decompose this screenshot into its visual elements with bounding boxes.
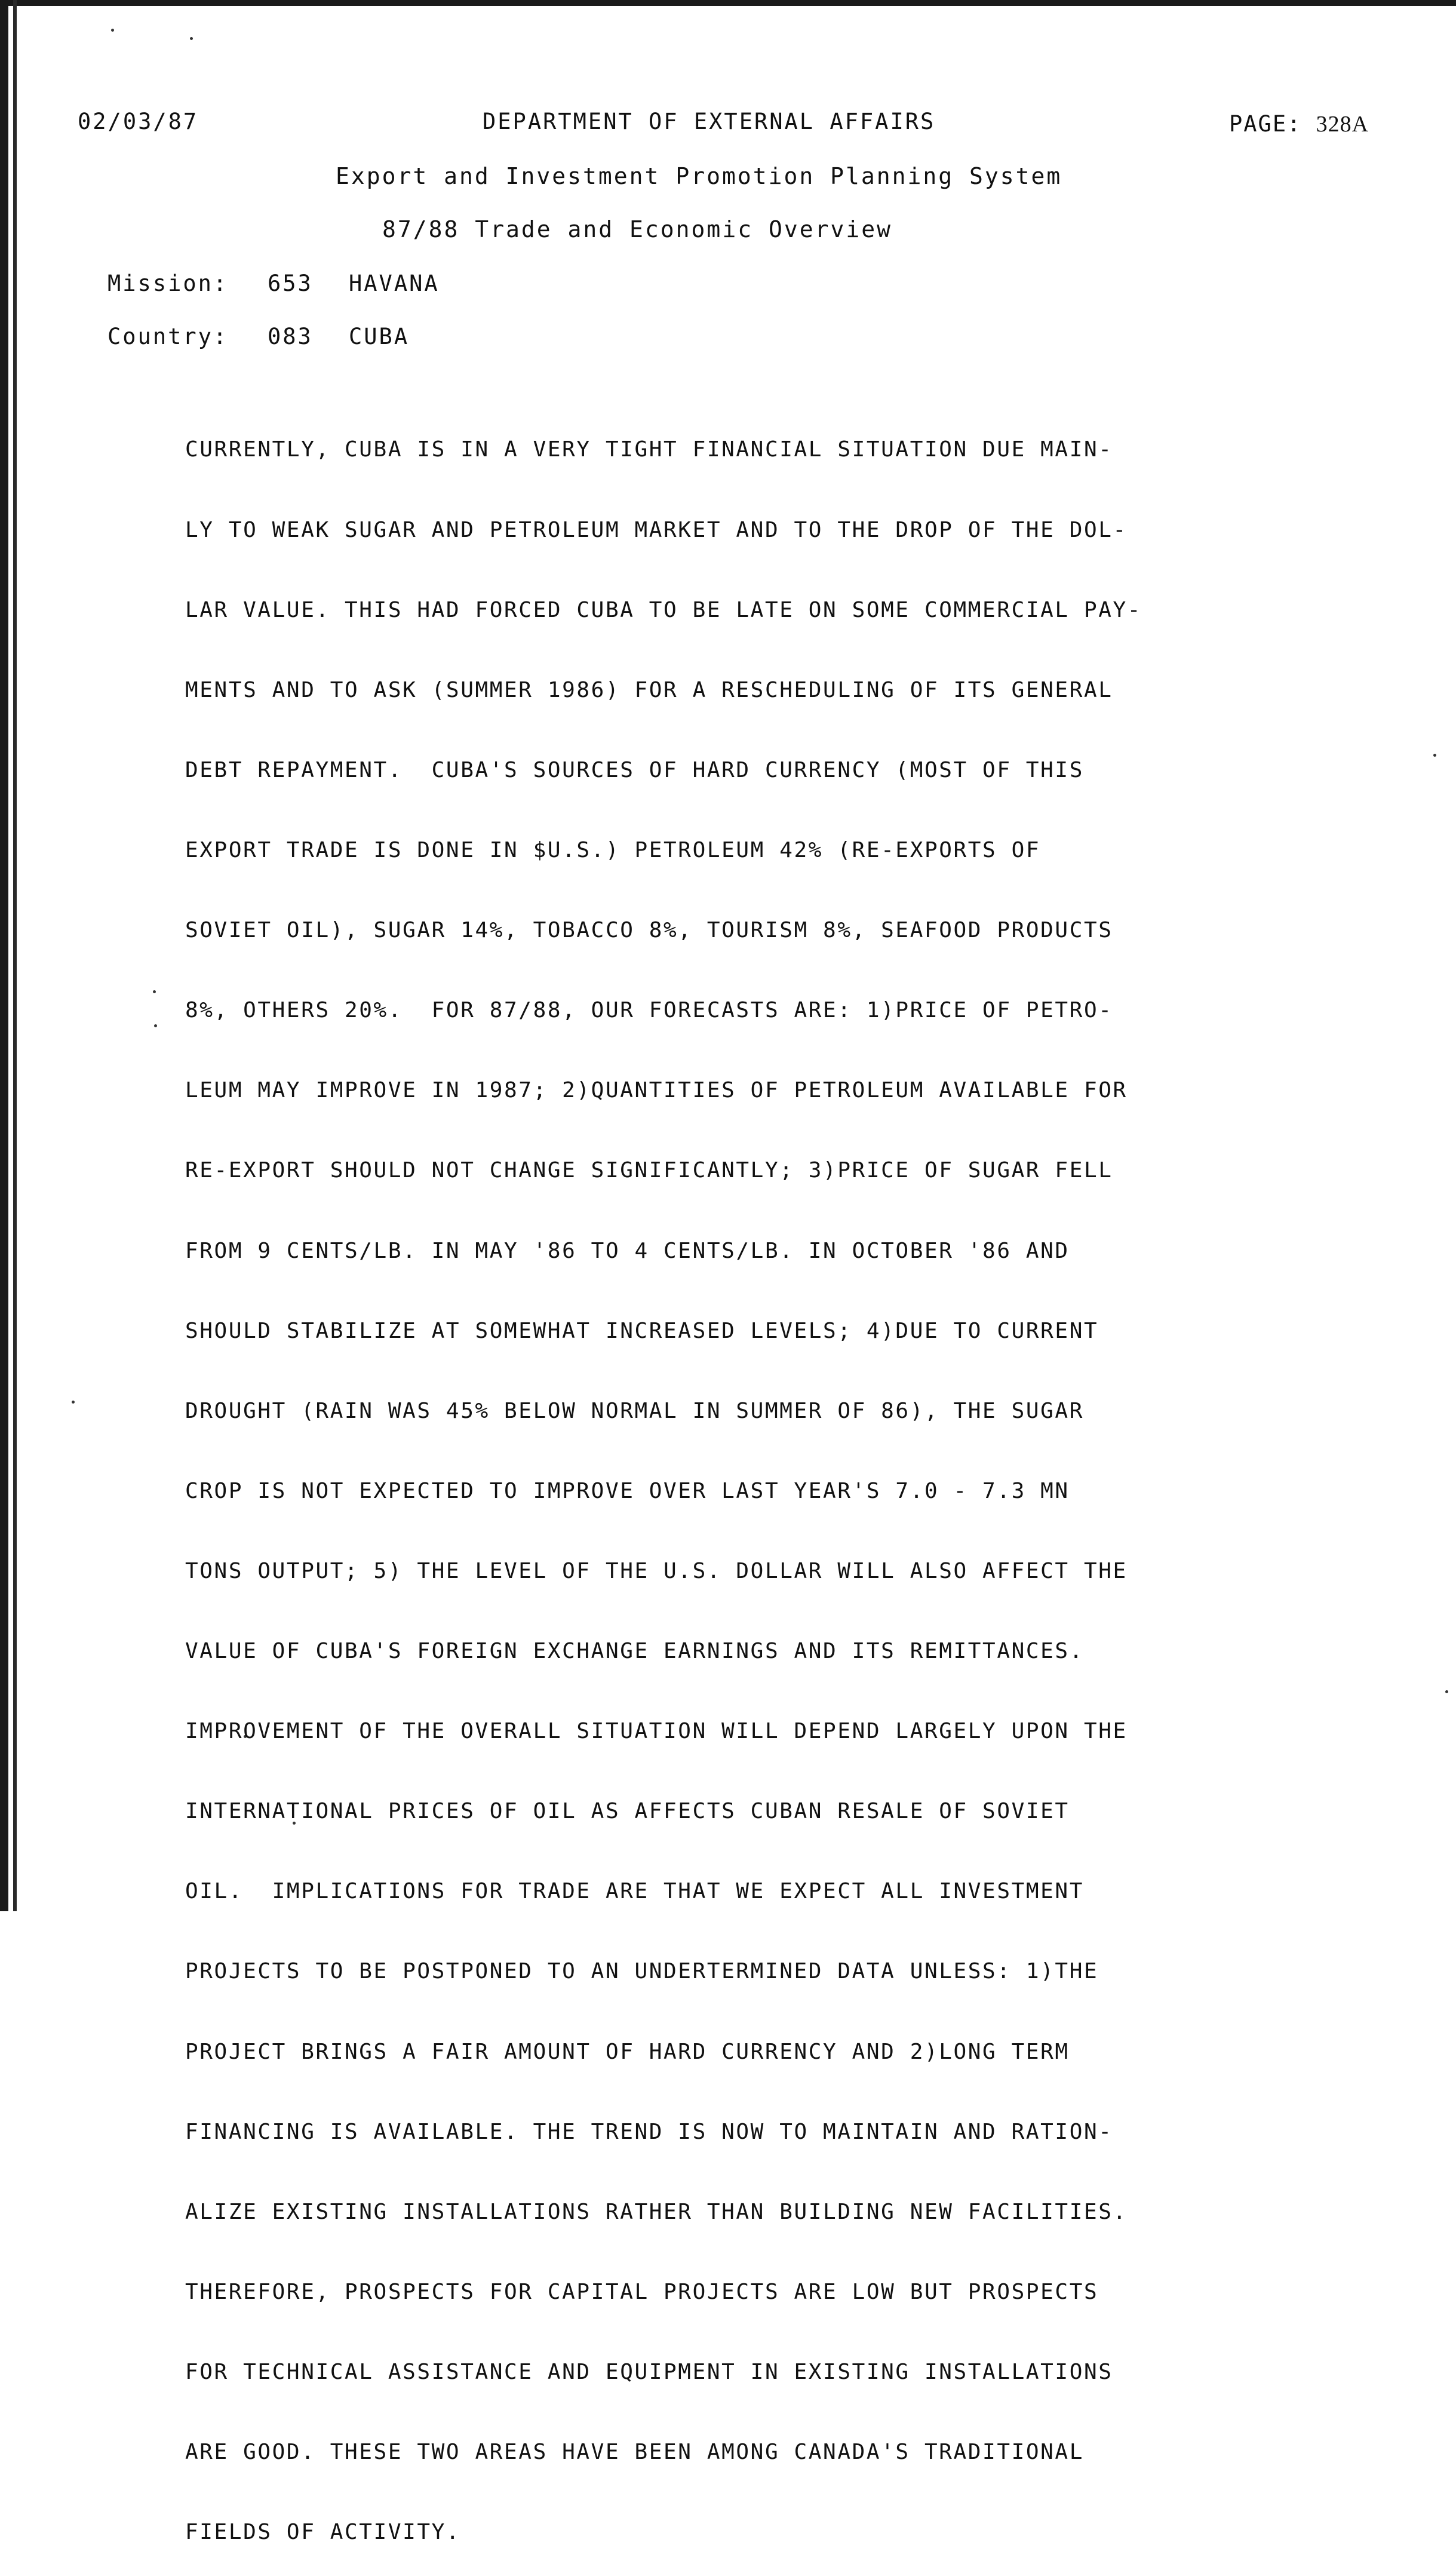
scan-speck <box>190 37 193 40</box>
mission-label: Mission: <box>107 271 229 296</box>
body-line: DROUGHT (RAIN WAS 45% BELOW NORMAL IN SUMMER OF 86), THE SUGAR <box>185 1398 1084 1423</box>
body-line: CROP IS NOT EXPECTED TO IMPROVE OVER LAST YEAR'S 7.0 - 7.3 MN <box>185 1478 1070 1503</box>
body-line: MENTS AND TO ASK (SUMMER 1986) FOR A RESCHEDULING OF ITS GENERAL <box>185 677 1113 702</box>
body-line: RE-EXPORT SHOULD NOT CHANGE SIGNIFICANTLY; 3)PRICE OF SUGAR FELL <box>185 1158 1113 1183</box>
body-line: LY TO WEAK SUGAR AND PETROLEUM MARKET AND TO THE DROP OF THE DOL- <box>185 517 1128 542</box>
scan-speck <box>1445 1690 1448 1693</box>
body-line: DEBT REPAYMENT. CUBA'S SOURCES OF HARD CURRENCY (MOST OF THIS <box>185 757 1084 782</box>
system-title: Export and Investment Promotion Planning System <box>336 163 1062 189</box>
body-line: TONS OUTPUT; 5) THE LEVEL OF THE U.S. DOLLAR WILL ALSO AFFECT THE <box>185 1558 1128 1583</box>
country-code: 083 <box>268 324 313 349</box>
scan-speck <box>72 1401 75 1404</box>
page-indicator <box>1229 111 1369 137</box>
mission-row <box>107 271 440 296</box>
body-line: SOVIET OIL), SUGAR 14%, TOBACCO 8%, TOURISM 8%, SEAFOOD PRODUCTS <box>185 918 1113 943</box>
scan-left-edge-line <box>13 0 17 1911</box>
overview-body <box>185 383 1260 2573</box>
country-name: CUBA <box>349 324 410 349</box>
body-line: FINANCING IS AVAILABLE. THE TREND IS NOW TO MAINTAIN AND RATION- <box>185 2119 1113 2144</box>
scan-speck <box>1433 754 1436 757</box>
mission-code: 653 <box>268 271 313 296</box>
body-line: 8%, OTHERS 20%. FOR 87/88, OUR FORECASTS ARE: 1)PRICE OF PETRO- <box>185 998 1113 1023</box>
body-line: INTERNATIONAL PRICES OF OIL AS AFFECTS CUBAN RESALE OF SOVIET <box>185 1799 1070 1824</box>
body-line: SHOULD STABILIZE AT SOMEWHAT INCREASED LEVELS; 4)DUE TO CURRENT <box>185 1318 1099 1343</box>
body-line: IMPROVEMENT OF THE OVERALL SITUATION WILL DEPEND LARGELY UPON THE <box>185 1719 1128 1744</box>
body-line: PROJECT BRINGS A FAIR AMOUNT OF HARD CURRENCY AND 2)LONG TERM <box>185 2039 1070 2064</box>
body-line: PROJECTS TO BE POSTPONED TO AN UNDERTERMINED DATA UNLESS: 1)THE <box>185 1959 1099 1984</box>
country-label: Country: <box>107 324 229 349</box>
body-line: EXPORT TRADE IS DONE IN $U.S.) PETROLEUM 42% (RE-EXPORTS OF <box>185 837 1041 862</box>
overview-title: 87/88 Trade and Economic Overview <box>382 216 892 242</box>
body-line: VALUE OF CUBA'S FOREIGN EXCHANGE EARNINGS AND ITS REMITTANCES. <box>185 1639 1084 1664</box>
mission-name: HAVANA <box>349 271 440 296</box>
body-line: FIELDS OF ACTIVITY. <box>185 2520 461 2545</box>
department-title: DEPARTMENT OF EXTERNAL AFFAIRS <box>483 109 936 134</box>
scan-top-edge <box>0 0 1456 6</box>
body-line: OIL. IMPLICATIONS FOR TRADE ARE THAT WE EXPECT ALL INVESTMENT <box>185 1879 1084 1904</box>
body-line: FROM 9 CENTS/LB. IN MAY '86 TO 4 CENTS/LB. IN OCTOBER '86 AND <box>185 1238 1070 1263</box>
country-row <box>107 324 409 349</box>
scan-speck <box>153 990 156 993</box>
body-line: ALIZE EXISTING INSTALLATIONS RATHER THAN BUILDING NEW FACILITIES. <box>185 2199 1128 2224</box>
body-line: THEREFORE, PROSPECTS FOR CAPITAL PROJECTS ARE LOW BUT PROSPECTS <box>185 2279 1099 2304</box>
body-line: CURRENTLY, CUBA IS IN A VERY TIGHT FINANCIAL SITUATION DUE MAIN- <box>185 437 1113 462</box>
body-line: LAR VALUE. THIS HAD FORCED CUBA TO BE LATE ON SOME COMMERCIAL PAY- <box>185 597 1142 622</box>
page-label: PAGE: <box>1229 111 1302 137</box>
scan-speck <box>111 29 114 32</box>
scan-left-edge <box>0 0 8 1911</box>
scan-speck <box>154 1024 157 1027</box>
document-header <box>0 109 1456 145</box>
document-date: 02/03/87 <box>78 109 199 134</box>
body-line: FOR TECHNICAL ASSISTANCE AND EQUIPMENT IN EXISTING INSTALLATIONS <box>185 2360 1113 2385</box>
page-number: 328A <box>1316 112 1369 137</box>
body-line: LEUM MAY IMPROVE IN 1987; 2)QUANTITIES OF PETROLEUM AVAILABLE FOR <box>185 1078 1128 1103</box>
body-line: ARE GOOD. THESE TWO AREAS HAVE BEEN AMONG CANADA'S TRADITIONAL <box>185 2440 1084 2465</box>
